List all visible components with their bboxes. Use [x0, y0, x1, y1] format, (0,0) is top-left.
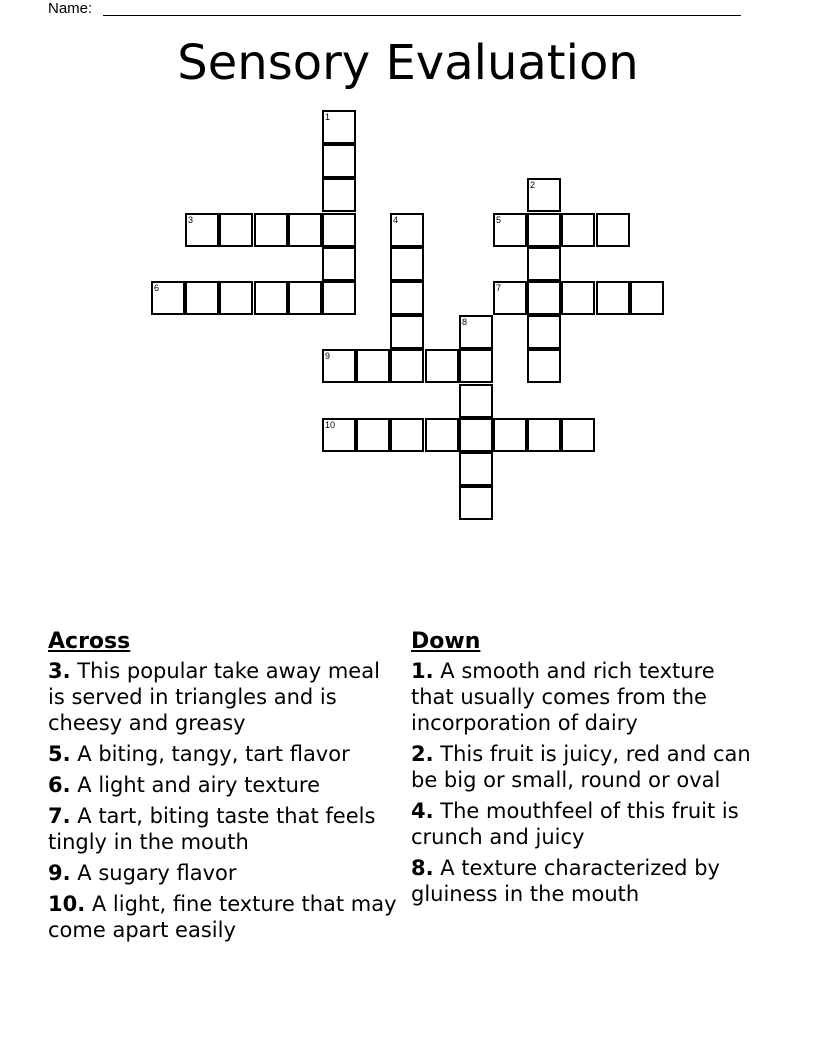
- grid-cell[interactable]: [390, 315, 424, 349]
- grid-cell[interactable]: [390, 281, 424, 315]
- grid-cell[interactable]: [288, 213, 322, 247]
- cell-number: 6: [154, 283, 160, 293]
- clue-number: 8.: [411, 856, 434, 880]
- clue-across-5: [48, 741, 400, 767]
- clue-across-6: [48, 772, 400, 798]
- down-heading: Down: [411, 629, 481, 654]
- cell-number: 3: [188, 215, 194, 225]
- grid-cell[interactable]: [459, 349, 493, 383]
- grid-cell[interactable]: [527, 213, 561, 247]
- clue-text: A smooth and rich texture that usually comes from the incorporation of dairy: [411, 659, 715, 735]
- clue-number: 1.: [411, 659, 434, 683]
- grid-cell[interactable]: [527, 315, 561, 349]
- page-title: Sensory Evaluation: [177, 35, 639, 91]
- grid-cell[interactable]: [425, 349, 459, 383]
- grid-cell[interactable]: [493, 418, 527, 452]
- clue-number: 2.: [411, 742, 434, 766]
- grid-cell[interactable]: [527, 349, 561, 383]
- cell-number: 4: [393, 215, 399, 225]
- grid-cell[interactable]: [390, 418, 424, 452]
- grid-cell[interactable]: [254, 213, 288, 247]
- grid-cell[interactable]: [322, 418, 356, 452]
- clue-across-3: [48, 658, 400, 736]
- grid-cell[interactable]: [527, 281, 561, 315]
- grid-cell[interactable]: [322, 213, 356, 247]
- grid-cell[interactable]: [459, 418, 493, 452]
- cell-number: 10: [325, 420, 336, 430]
- clue-number: 3.: [48, 659, 71, 683]
- grid-cell[interactable]: [185, 281, 219, 315]
- grid-cell[interactable]: [185, 213, 219, 247]
- clue-down-8: [411, 855, 751, 907]
- grid-cell[interactable]: [596, 281, 630, 315]
- grid-cell[interactable]: [527, 247, 561, 281]
- down-clues: [411, 628, 751, 912]
- grid-cell[interactable]: [493, 213, 527, 247]
- clue-across-7: [48, 803, 400, 855]
- clue-text: A light, fine texture that may come apart easily: [48, 892, 397, 942]
- clue-down-2: [411, 741, 751, 793]
- grid-cell[interactable]: [561, 213, 595, 247]
- clue-number: 4.: [411, 799, 434, 823]
- clue-text: A biting, tangy, tart flavor: [77, 742, 350, 766]
- grid-cell[interactable]: [527, 178, 561, 212]
- cell-number: 9: [325, 351, 331, 361]
- clue-text: The mouthfeel of this fruit is crunch and juicy: [411, 799, 739, 849]
- grid-cell[interactable]: [219, 213, 253, 247]
- clue-number: 7.: [48, 804, 71, 828]
- grid-cell[interactable]: [151, 281, 185, 315]
- cell-number: 8: [462, 317, 468, 327]
- grid-cell[interactable]: [390, 213, 424, 247]
- clue-text: A tart, biting taste that feels tingly in the mouth: [48, 804, 376, 854]
- grid-cell[interactable]: [356, 418, 390, 452]
- clue-across-10: [48, 891, 400, 943]
- cell-number: 2: [530, 180, 536, 190]
- grid-cell[interactable]: [390, 247, 424, 281]
- grid-cell[interactable]: [322, 349, 356, 383]
- grid-cell[interactable]: [630, 281, 664, 315]
- clue-text: A sugary flavor: [77, 861, 237, 885]
- grid-cell[interactable]: [493, 281, 527, 315]
- grid-cell[interactable]: [527, 418, 561, 452]
- grid-cell[interactable]: [596, 213, 630, 247]
- clue-number: 9.: [48, 861, 71, 885]
- cell-number: 5: [496, 215, 502, 225]
- clue-text: A light and airy texture: [77, 773, 321, 797]
- clue-text: A texture characterized by gluiness in the mouth: [411, 856, 720, 906]
- grid-cell[interactable]: [561, 281, 595, 315]
- grid-cell[interactable]: [459, 486, 493, 520]
- cell-number: 1: [325, 112, 331, 122]
- grid-cell[interactable]: [459, 315, 493, 349]
- grid-cell[interactable]: [356, 349, 390, 383]
- grid-cell[interactable]: [459, 384, 493, 418]
- clue-text: This fruit is juicy, red and can be big or small, round or oval: [411, 742, 751, 792]
- across-heading: Across: [48, 629, 131, 654]
- grid-cell[interactable]: [459, 452, 493, 486]
- clue-text: This popular take away meal is served in triangles and is cheesy and greasy: [48, 659, 380, 735]
- grid-cell[interactable]: [288, 281, 322, 315]
- across-clues: [48, 628, 400, 948]
- grid-cell[interactable]: [390, 349, 424, 383]
- clue-across-9: [48, 860, 400, 886]
- grid-cell[interactable]: [322, 281, 356, 315]
- grid-cell[interactable]: [322, 144, 356, 178]
- name-label: Name:: [48, 0, 93, 17]
- clue-down-1: [411, 658, 751, 736]
- grid-cell[interactable]: [219, 281, 253, 315]
- clue-number: 10.: [48, 892, 86, 916]
- clue-number: 6.: [48, 773, 71, 797]
- grid-cell[interactable]: [561, 418, 595, 452]
- grid-cell[interactable]: [322, 247, 356, 281]
- clue-down-4: [411, 798, 751, 850]
- clue-number: 5.: [48, 742, 71, 766]
- grid-cell[interactable]: [425, 418, 459, 452]
- grid-cell[interactable]: [254, 281, 288, 315]
- grid-cell[interactable]: [322, 178, 356, 212]
- grid-cell[interactable]: [322, 110, 356, 144]
- cell-number: 7: [496, 283, 502, 293]
